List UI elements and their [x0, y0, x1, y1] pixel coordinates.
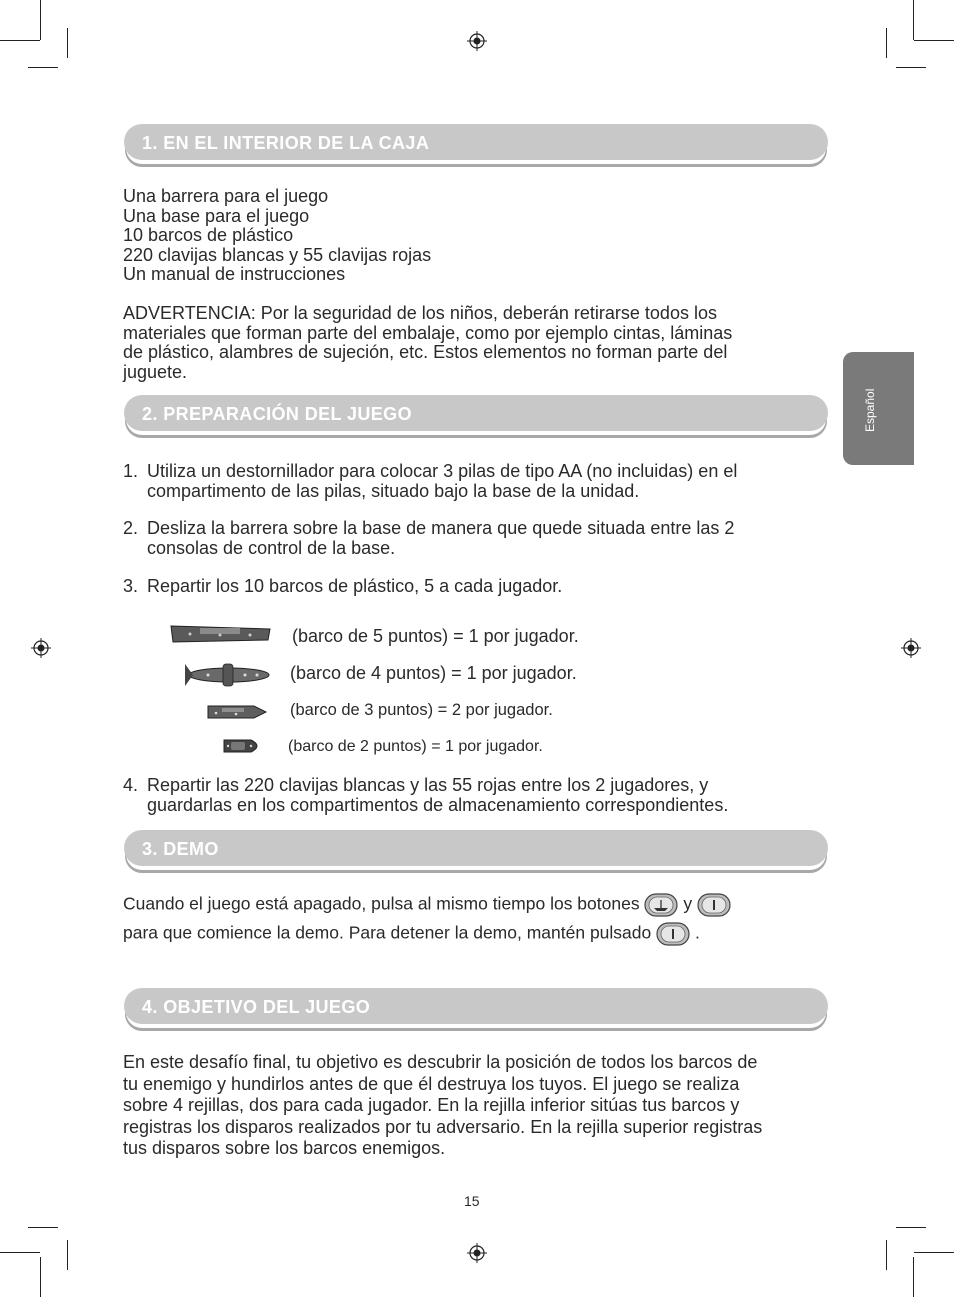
crop-mark: [886, 1240, 887, 1270]
registration-mark-icon: [31, 638, 51, 658]
section-header-demo: [124, 830, 828, 866]
text-line: de plástico, alambres de sujeción, etc. Estos elementos no forman parte del: [123, 342, 728, 363]
registration-mark-icon: [901, 638, 921, 658]
crop-mark: [886, 28, 887, 58]
ship-3-label: (barco de 3 puntos) = 2 por jugador.: [290, 701, 553, 719]
crop-mark: [28, 1227, 58, 1228]
text-line: Repartir las 220 clavijas blancas y las 55 rojas entre los 2 jugadores, y: [147, 775, 709, 795]
contents-list: [123, 187, 828, 285]
step-number: 1.: [123, 461, 139, 481]
ship-2-label: (barco de 2 puntos) = 1 por jugador.: [288, 738, 543, 755]
text-line: ADVERTENCIA: Por la seguridad de los niños, deberán retirarse todos los: [123, 303, 717, 323]
registration-mark-icon: [467, 31, 487, 51]
ship-5-icon: [170, 622, 272, 646]
text-line: tus disparos sobre los barcos enemigos.: [123, 1138, 446, 1158]
warning-paragraph: [123, 304, 828, 382]
crop-mark: [0, 1252, 40, 1253]
section-header-setup: [124, 395, 828, 431]
step-number: 2.: [123, 518, 139, 538]
section-title: 3. DEMO: [142, 839, 219, 859]
text-line: registras los disparos realizados por tu adversario. En la rejilla superior registras: [123, 1116, 763, 1137]
crop-mark: [40, 1257, 41, 1297]
ship-2-icon: [221, 736, 265, 756]
text-line: juguete.: [123, 361, 188, 382]
section-header-objective: [124, 988, 828, 1024]
crop-mark: [896, 1227, 926, 1228]
crop-mark: [913, 0, 914, 40]
text-line: y: [683, 893, 693, 914]
step-number: 4.: [123, 775, 139, 795]
section-title: 1. EN EL INTERIOR DE LA CAJA: [142, 133, 430, 153]
list-item: Una barrera para el juego: [123, 186, 329, 206]
ship-3-icon: [206, 702, 268, 722]
registration-mark-icon: [467, 1243, 487, 1263]
language-tab: [843, 352, 914, 465]
ship-5-label: (barco de 5 puntos) = 1 por jugador.: [292, 626, 579, 646]
step-number: 3.: [123, 576, 139, 596]
text-line: Utiliza un destornillador para colocar 3 pilas de tipo AA (no incluidas) en el: [147, 461, 738, 481]
text-line: tu enemigo y hundirlos antes de que él destruya los tuyos. El juego se realiza: [123, 1073, 740, 1094]
power-button-icon: [656, 922, 690, 946]
crop-mark: [914, 1252, 954, 1253]
crop-mark: [28, 67, 58, 68]
section-header-contents: [124, 124, 828, 160]
section-title: 2. PREPARACIÓN DEL JUEGO: [142, 404, 412, 424]
crop-mark: [0, 40, 40, 41]
text-line: guardarlas en los compartimentos de almacenamiento correspondientes.: [147, 794, 729, 815]
list-item: 10 barcos de plástico: [123, 225, 294, 246]
section-title: 4. OBJETIVO DEL JUEGO: [142, 997, 371, 1017]
crop-mark: [67, 28, 68, 58]
text-line: Cuando el juego está apagado, pulsa al mismo tiempo los botones: [123, 893, 640, 914]
list-item: Un manual de instrucciones: [123, 264, 346, 285]
text-line: compartimento de las pilas, situado bajo la base de la unidad.: [147, 480, 640, 501]
crop-mark: [896, 67, 926, 68]
demo-text-line-2: [123, 922, 700, 946]
text-line: En este desafío final, tu objetivo es descubrir la posición de todos los barcos de: [123, 1052, 758, 1072]
crop-mark: [40, 0, 41, 40]
crop-mark: [914, 40, 954, 41]
text-line: para que comience la demo. Para detener la demo, mantén pulsado: [123, 922, 652, 943]
objective-paragraph: [123, 1052, 828, 1160]
list-item: 220 clavijas blancas y 55 clavijas rojas: [123, 244, 432, 265]
list-item: Una base para el juego: [123, 205, 310, 226]
ship-button-icon: [644, 893, 678, 917]
ship-4-label: (barco de 4 puntos) = 1 por jugador.: [290, 663, 577, 683]
page-number: 15: [464, 1193, 480, 1209]
crop-mark: [67, 1240, 68, 1270]
language-tab-label: Español: [863, 388, 877, 432]
text-line: .: [695, 922, 700, 943]
crop-mark: [913, 1257, 914, 1297]
demo-text-line-1: [123, 893, 731, 917]
text-line: Desliza la barrera sobre la base de manera que quede situada entre las 2: [147, 518, 735, 538]
power-button-icon: [697, 893, 731, 917]
text-line: Repartir los 10 barcos de plástico, 5 a cada jugador.: [147, 576, 563, 596]
ship-4-icon: [183, 661, 271, 689]
text-line: consolas de control de la base.: [147, 537, 396, 558]
text-line: sobre 4 rejillas, dos para cada jugador. En la rejilla inferior sitúas tus barcos y: [123, 1095, 740, 1115]
text-line: materiales que forman parte del embalaje, como por ejemplo cintas, láminas: [123, 322, 733, 343]
